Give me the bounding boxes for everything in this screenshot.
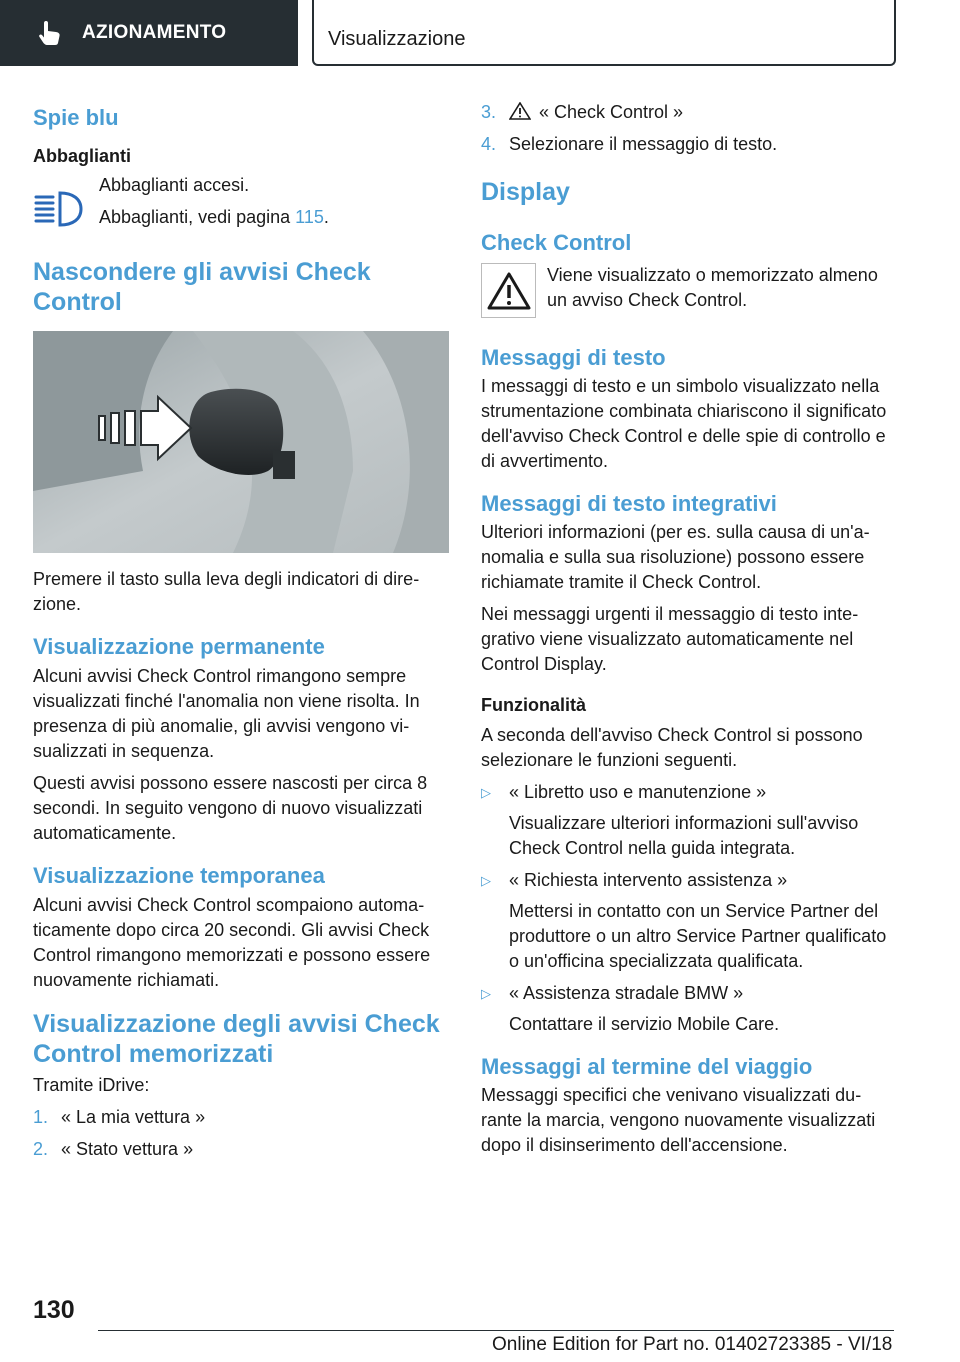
high-beam-ref-end: . (323, 207, 329, 227)
list-item (481, 981, 893, 1006)
step-number: 3. (481, 102, 497, 122)
bullet-title: « Assistenza stradale BMW » (509, 983, 744, 1003)
check-control-row (481, 263, 893, 320)
integrativi-text-2: Nei messaggi urgenti il messaggio di testo integrativo viene visualizzato automaticamente nel Control Display. (481, 604, 859, 674)
temporanea-text: Alcuni avvisi Check Control scompaiono automaticamente dopo circa 20 secondi. Gli avvisi Check Control rimangono memorizzati e possono essere nuovamente richiamati. (33, 895, 431, 990)
bullet-triangle-icon: ▷ (481, 986, 491, 1001)
check-control-text: Viene visualizzato o memorizzato almeno un avviso Check Control. (547, 265, 878, 310)
list-item (481, 868, 893, 893)
heading-check-control: Check Control (481, 230, 632, 255)
right-column (481, 100, 893, 1165)
bullet-triangle-icon: ▷ (481, 873, 491, 888)
list-item (33, 1137, 449, 1162)
heading-temporanea: Visualizzazione temporanea (33, 863, 325, 888)
bullet-title: « Libretto uso e manutenzione » (509, 782, 767, 802)
step-text: « La mia vettura » (61, 1107, 206, 1127)
warning-triangle-icon (509, 102, 531, 120)
page-number: 130 (33, 1296, 75, 1324)
check-control-menu-label: « Check Control » (539, 102, 684, 122)
high-beam-text-1: Abbaglianti accesi. (99, 175, 250, 195)
list-item (481, 780, 893, 805)
chapter-box (312, 0, 896, 66)
high-beam-icon (33, 185, 85, 229)
messaggi-text: I messaggi di testo e un simbolo visualizzato nella strumentazione combinata chiariscono il significato dell'avviso Check Control e delle spie di controllo e di avvertimento. (481, 376, 887, 471)
heading-display: Display (481, 178, 570, 206)
stalk-photo (33, 331, 449, 553)
heading-nascondere: Nascondere gli avvisi Check Control (33, 258, 371, 316)
bullet-desc: Visualizzare ulteriori informazioni sull'avviso Check Control nella guida integrata. (509, 813, 859, 858)
idrive-text: Tramite iDrive: (33, 1075, 150, 1095)
termine-text: Messaggi specifici che venivano visualizzati durante la marcia, vengono nuovamente visualizzati dopo il disinserimento dell'accensione. (481, 1085, 876, 1155)
high-beam-row (33, 173, 449, 237)
high-beam-ref-text: Abbaglianti, vedi pagina (99, 207, 296, 227)
list-item (481, 132, 893, 157)
turn-signal-stalk-illustration (33, 331, 449, 553)
step-number: 2. (33, 1139, 49, 1159)
bullet-triangle-icon: ▷ (481, 785, 491, 800)
permanente-text-1: Alcuni avvisi Check Control rimangono sempre visualizzati finché l'anomalia non viene risolta. In presenza di più anomalie, gli avvisi vengono visualizzati in sequenza. (33, 666, 420, 761)
left-column (33, 100, 449, 1169)
heading-abbaglianti: Abbaglianti (33, 146, 131, 166)
edition-note: Online Edition for Part no. 01402723385 - VI/18 (492, 1334, 893, 1355)
heading-termine-viaggio: Messaggi al termine del viaggio (481, 1054, 813, 1079)
bullet-desc: Mettersi in contatto con un Service Partner del produttore o un altro Service Partner qualificato o un'officina specializzata qualificata. (509, 901, 887, 971)
permanente-text-2: Questi avvisi possono essere nascosti per circa 8 secondi. In seguito vengono di nuovo visualizzati automaticamente. (33, 773, 428, 843)
page-link-115[interactable]: 115 (295, 207, 324, 227)
warning-symbol-box (481, 263, 536, 318)
section-title: AZIONAMENTO (82, 22, 227, 43)
integrativi-text-1: Ulteriori informazioni (per es. sulla causa di un'anomalia e sulla sua risoluzione) possono essere richiamate tramite il Check Control. (481, 522, 870, 592)
section-tab (0, 0, 298, 66)
step-number: 1. (33, 1107, 49, 1127)
heading-permanente: Visualizzazione permanente (33, 634, 325, 659)
bullet-title: « Richiesta intervento assistenza » (509, 870, 788, 890)
high-beam-text-2 (99, 205, 449, 230)
heading-messaggi-testo: Messaggi di testo (481, 345, 666, 370)
funzionalita-text: A seconda dell'avviso Check Control si possono selezionare le funzioni seguenti. (481, 725, 863, 770)
list-item (481, 100, 893, 125)
chapter-title: Visualizzazione (328, 28, 466, 50)
warning-triangle-icon (487, 272, 531, 310)
heading-memorizzati: Visualizzazione degli avvisi Check Control memorizzati (33, 1010, 440, 1068)
step-text: « Stato vettura » (61, 1139, 194, 1159)
heading-integrativi: Messaggi di testo integrativi (481, 491, 777, 516)
step-text: Selezionare il messaggio di testo. (509, 134, 778, 154)
heading-funzionalita: Funzionalità (481, 695, 586, 715)
heading-spie-blu: Spie blu (33, 105, 119, 130)
footer-divider (98, 1330, 894, 1331)
list-item (33, 1105, 449, 1130)
hand-pointer-icon (38, 20, 62, 46)
step-number: 4. (481, 134, 497, 154)
step-text (509, 100, 683, 125)
bullet-desc: Contattare il servizio Mobile Care. (509, 1014, 780, 1034)
press-instruction: Premere il tasto sulla leva degli indicatori di direzione. (33, 569, 420, 614)
